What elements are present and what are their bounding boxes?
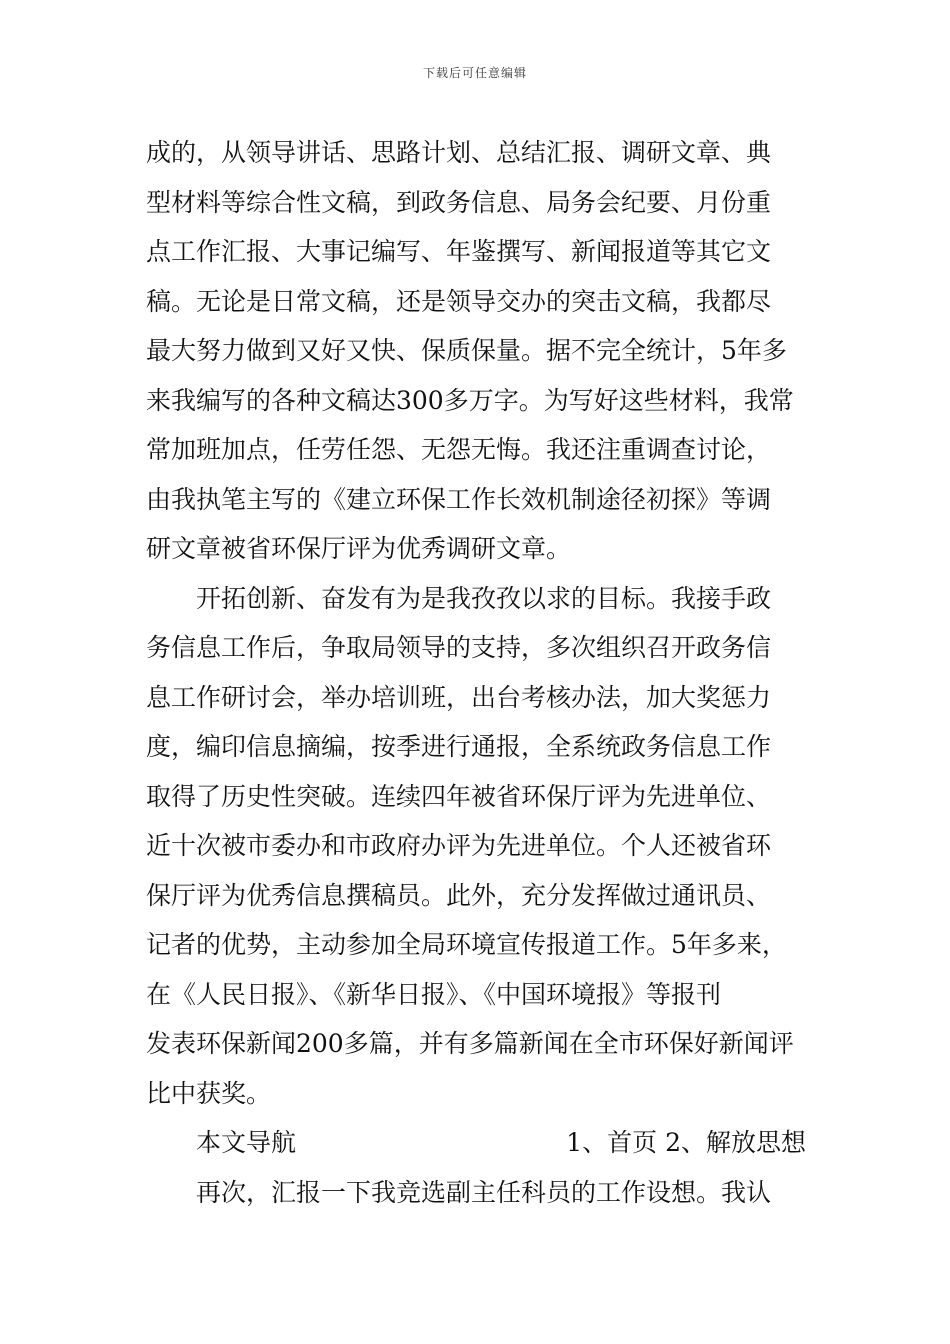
text-line: 比中获奖。 <box>146 1078 272 1108</box>
nav-links[interactable]: 1、首页 2、解放思想 <box>566 1128 806 1157</box>
text-line: 研文章被省环保厅评为优秀调研文章。 <box>146 534 572 563</box>
text-line: 最大努力做到又好又快、保质保量。据不完全统计，5年多 <box>146 336 787 365</box>
text-line: 常加班加点，任劳任怨、无怨无悔。我还注重调查讨论， <box>146 435 772 464</box>
text-line: 记者的优势，主动参加全局环境宣传报道工作。5年多来， <box>146 930 787 959</box>
text-line: 开拓创新、奋发有为是我孜孜以求的目标。我接手政 <box>196 583 772 613</box>
text-line: 度，编印信息摘编，按季进行通报，全系统政务信息工作 <box>146 732 772 761</box>
header-note: 下载后可任意编辑 <box>422 66 527 80</box>
text-line: 发表环保新闻200多篇，并有多篇新闻在全市环保好新闻评 <box>146 1029 794 1058</box>
document-body <box>146 128 806 1217</box>
text-line: 保厅评为优秀信息撰稿员。此外，充分发挥做过通讯员、 <box>146 880 772 910</box>
text-line: 在《人民日报》、《新华日报》、《中国环境报》等报刊 <box>146 979 722 1009</box>
text-line: 稿。无论是日常文稿，还是领导交办的突击文稿，我都尽 <box>146 286 772 316</box>
text-line: 再次，汇报一下我竞选副主任科员的工作设想。我认 <box>196 1177 772 1207</box>
text-line: 由我执笔主写的《建立环保工作长效机制途径初探》等调 <box>146 484 772 514</box>
text-line: 型材料等综合性文稿，到政务信息、局务会纪要、月份重 <box>146 187 772 217</box>
text-line: 来我编写的各种文稿达300多万字。为写好这些材料，我常 <box>146 385 794 415</box>
text-line: 务信息工作后，争取局领导的支持，多次组织召开政务信 <box>146 633 772 662</box>
text-line: 息工作研讨会，举办培训班，出台考核办法，加大奖惩力 <box>146 682 772 712</box>
text-line: 成的，从领导讲话、思路计划、总结汇报、调研文章、典 <box>146 138 772 167</box>
text-line: 点工作汇报、大事记编写、年鉴撰写、新闻报道等其它文 <box>146 237 772 266</box>
article-navigation <box>146 1118 806 1168</box>
text-line: 取得了历史性突破。连续四年被省环保厅评为先进单位、 <box>146 781 772 811</box>
nav-label: 本文导航 <box>196 1128 297 1157</box>
text-line: 近十次被市委办和市政府办评为先进单位。个人还被省环 <box>146 831 772 860</box>
